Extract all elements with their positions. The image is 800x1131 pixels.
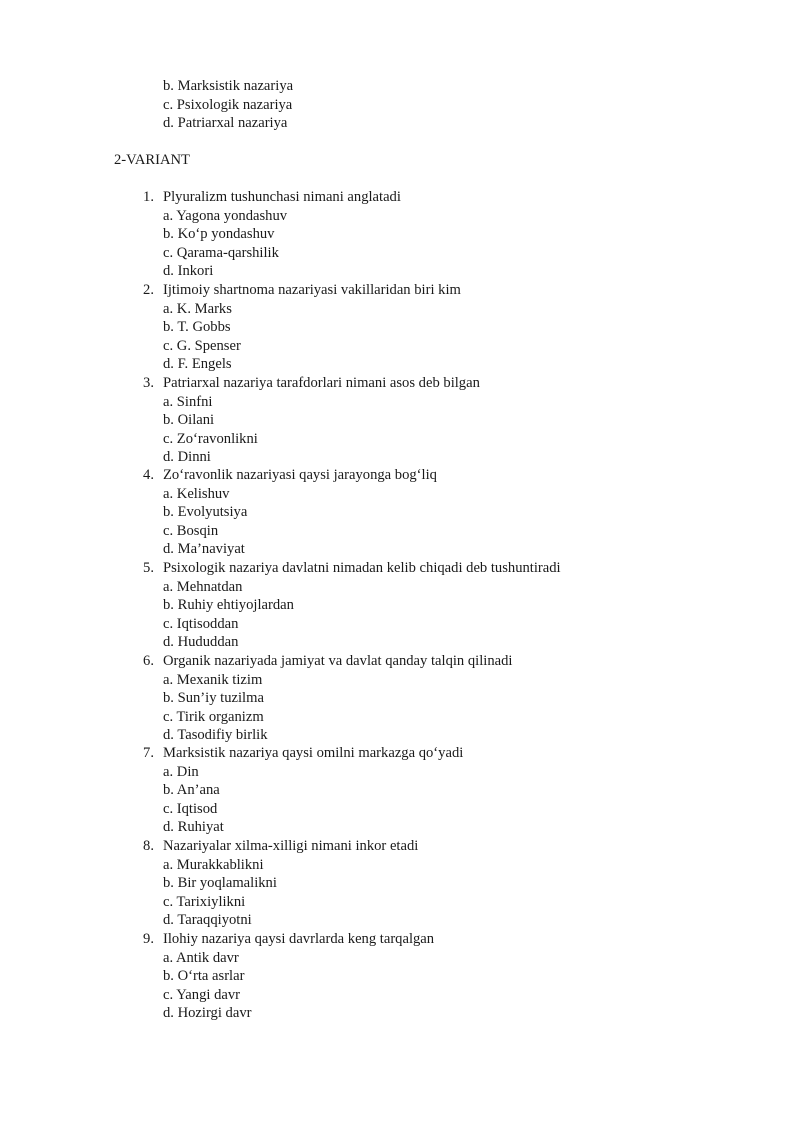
question-number: 4. bbox=[143, 467, 154, 483]
answer-option: c. G. Spenser bbox=[163, 337, 241, 354]
question-number: 3. bbox=[143, 375, 154, 391]
answer-option: a. Sinfni bbox=[163, 393, 213, 410]
question-text: Ilohiy nazariya qaysi davrlarda keng tarqalgan bbox=[163, 931, 435, 947]
answer-option: b. Ko‘p yondashuv bbox=[163, 226, 275, 243]
answer-option: d. Inkori bbox=[163, 263, 214, 280]
answer-option: c. Yangi davr bbox=[163, 986, 241, 1003]
question-text: Patriarxal nazariya tarafdorlari nimani asos deb bilgan bbox=[163, 375, 480, 391]
answer-option: a. Din bbox=[163, 763, 199, 780]
answer-option: a. Antik davr bbox=[163, 949, 239, 966]
question-number: 9. bbox=[143, 931, 154, 947]
answer-option: d. F. Engels bbox=[163, 356, 232, 373]
answer-option: a. K. Marks bbox=[163, 300, 232, 317]
question-number: 5. bbox=[143, 560, 154, 576]
answer-option: c. Qarama-qarshilik bbox=[163, 244, 279, 261]
answer-option: b. Bir yoqlamalikni bbox=[163, 875, 277, 892]
question-text: Nazariyalar xilma-xilligi nimani inkor etadi bbox=[163, 838, 419, 854]
answer-option: c. Bosqin bbox=[163, 522, 219, 539]
question-number: 7. bbox=[143, 745, 154, 761]
answer-option: d. Tasodifiy birlik bbox=[163, 727, 268, 744]
answer-option: c. Iqtisod bbox=[163, 800, 218, 817]
answer-option: c. Iqtisoddan bbox=[163, 615, 239, 632]
answer-option: c. Tarixiylikni bbox=[163, 893, 246, 910]
question-text: Ijtimoiy shartnoma nazariyasi vakillaridan biri kim bbox=[163, 282, 461, 298]
answer-option: a. Yagona yondashuv bbox=[163, 207, 288, 224]
question-text: Plyuralizm tushunchasi nimani anglatadi bbox=[163, 189, 401, 205]
answer-option: a. Kelishuv bbox=[163, 485, 230, 502]
question-number: 8. bbox=[143, 838, 154, 854]
question-text: Marksistik nazariya qaysi omilni markazga qo‘yadi bbox=[163, 745, 464, 761]
carryover-option: b. Marksistik nazariya bbox=[163, 78, 294, 94]
carryover-option: d. Patriarxal nazariya bbox=[163, 115, 288, 132]
answer-option: d. Dinni bbox=[163, 449, 211, 466]
variant-heading: 2-VARIANT bbox=[114, 152, 190, 168]
answer-option: b. Sun’iy tuzilma bbox=[163, 690, 264, 707]
answer-option: d. Hududdan bbox=[163, 634, 239, 651]
answer-option: b. Ruhiy ehtiyojlardan bbox=[163, 597, 294, 614]
answer-option: c. Zo‘ravonlikni bbox=[163, 430, 258, 447]
answer-option: d. Ruhiyat bbox=[163, 819, 224, 836]
answer-option: b. Oilani bbox=[163, 412, 215, 429]
answer-option: d. Hozirgi davr bbox=[163, 1005, 252, 1022]
question-text: Psixologik nazariya davlatni nimadan kelib chiqadi deb tushuntiradi bbox=[163, 560, 561, 576]
answer-option: b. Evolyutsiya bbox=[163, 504, 248, 521]
answer-option: d. Ma’naviyat bbox=[163, 541, 245, 558]
answer-option: a. Murakkablikni bbox=[163, 856, 264, 873]
question-number: 6. bbox=[143, 653, 154, 669]
answer-option: b. An’ana bbox=[163, 782, 220, 799]
answer-option: b. T. Gobbs bbox=[163, 319, 231, 336]
carryover-option: c. Psixologik nazariya bbox=[163, 96, 293, 113]
answer-option: d. Taraqqiyotni bbox=[163, 912, 252, 929]
answer-option: c. Tirik organizm bbox=[163, 708, 264, 725]
question-text: Zo‘ravonlik nazariyasi qaysi jarayonga bog‘liq bbox=[163, 467, 437, 483]
answer-option: a. Mehnatdan bbox=[163, 578, 243, 595]
question-text: Organik nazariyada jamiyat va davlat qanday talqin qilinadi bbox=[163, 653, 513, 669]
question-number: 2. bbox=[143, 282, 154, 298]
answer-option: b. O‘rta asrlar bbox=[163, 968, 245, 985]
answer-option: a. Mexanik tizim bbox=[163, 671, 263, 688]
question-number: 1. bbox=[143, 189, 154, 205]
